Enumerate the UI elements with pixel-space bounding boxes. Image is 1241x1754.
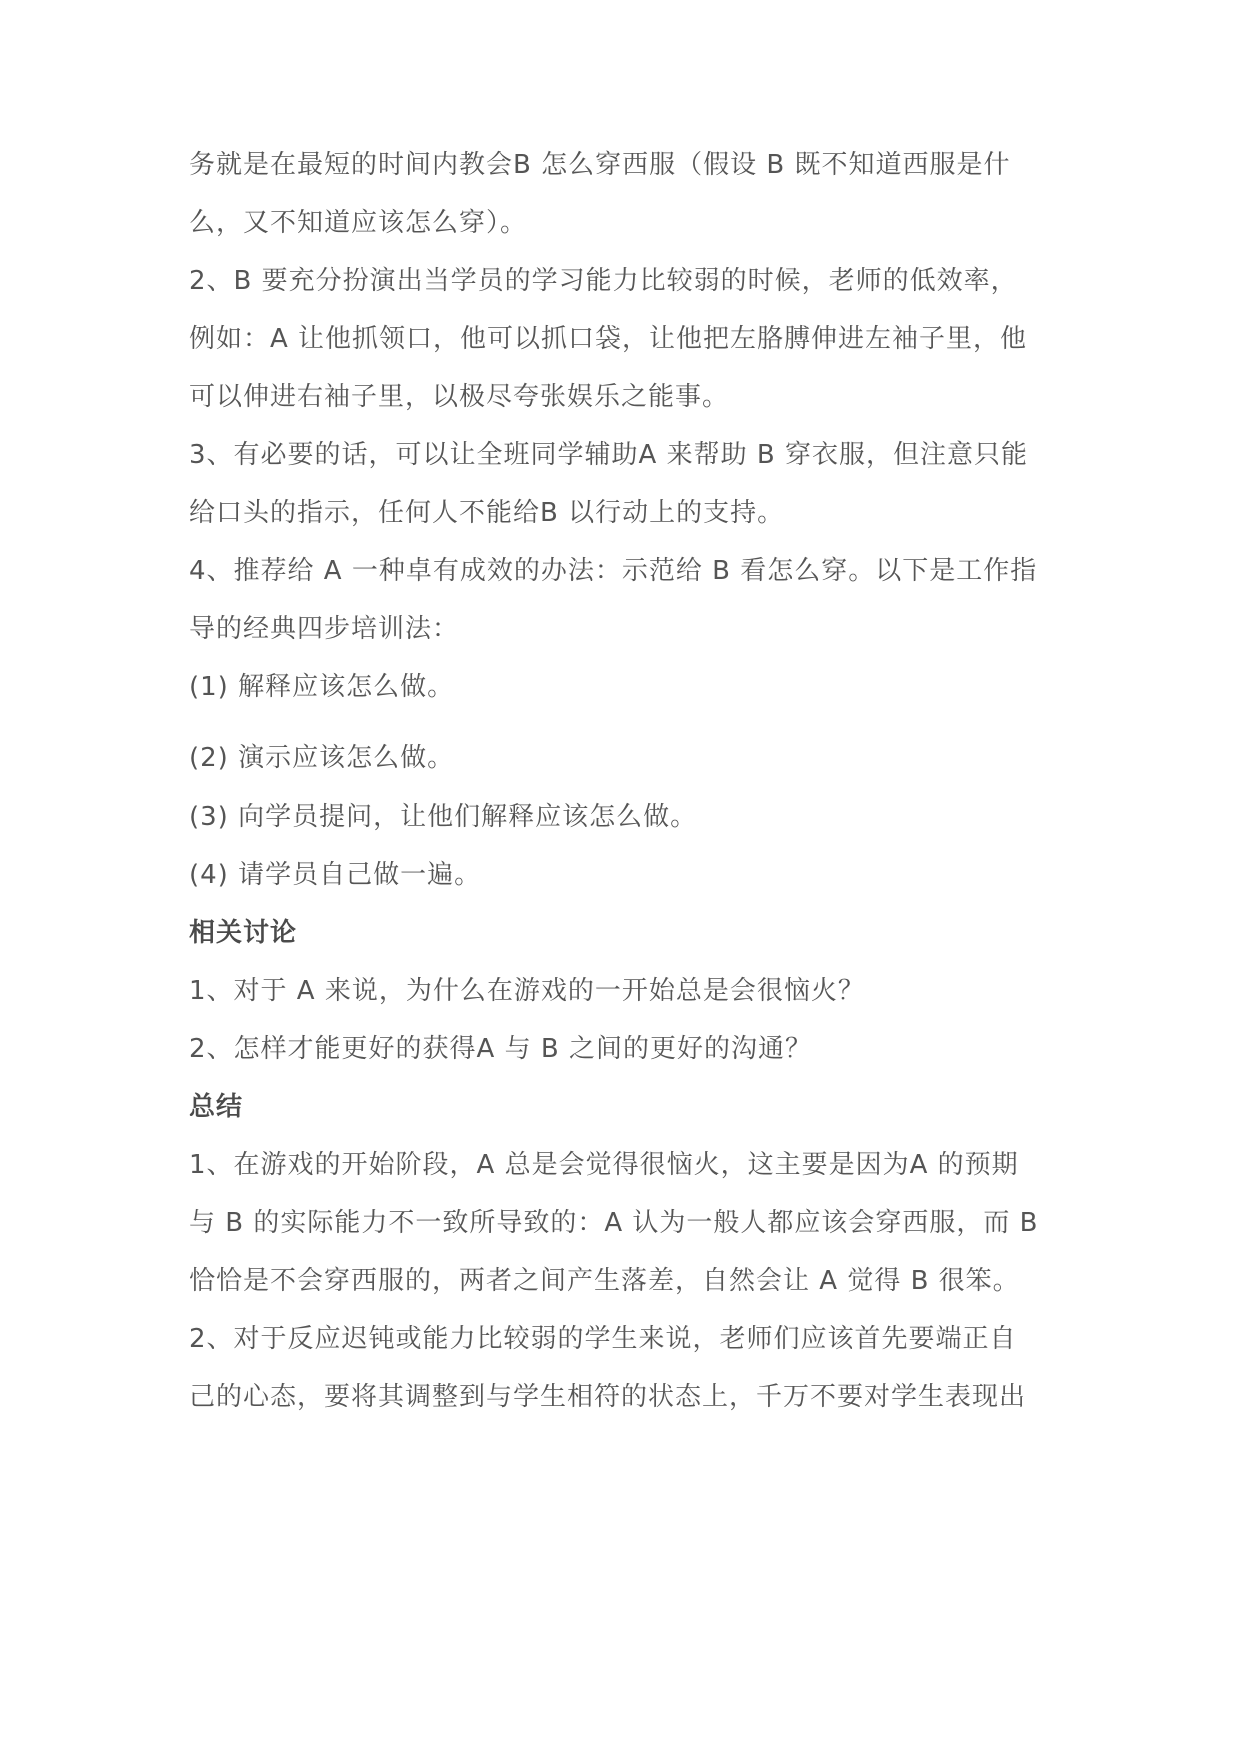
paragraph-line: 1、在游戏的开始阶段，A 总是会觉得很恼火，这主要是因为A 的预期: [189, 1150, 1019, 1180]
paragraph-line: 3、有必要的话，可以让全班同学辅助A 来帮助 B 穿衣服，但注意只能: [189, 440, 1028, 470]
paragraph-line: 可以伸进右袖子里，以极尽夸张娱乐之能事。: [189, 382, 730, 412]
paragraph-line: 例如：A 让他抓领口，他可以抓口袋，让他把左胳膊伸进左袖子里，他: [189, 324, 1028, 354]
paragraph-line: 恰恰是不会穿西服的，两者之间产生落差，自然会让 A 觉得 B 很笨。: [189, 1266, 1020, 1296]
section-heading-discussion: 相关讨论: [189, 918, 298, 948]
list-item: (3) 向学员提问，让他们解释应该怎么做。: [189, 802, 698, 832]
paragraph-line: 1、对于 A 来说，为什么在游戏的一开始总是会很恼火？: [189, 976, 865, 1006]
paragraph-line: 己的心态，要将其调整到与学生相符的状态上，千万不要对学生表现出: [189, 1382, 1027, 1412]
paragraph-line: 4、推荐给 A 一种卓有成效的办法：示范给 B 看怎么穿。以下是工作指: [189, 556, 1038, 586]
list-item: (1) 解释应该怎么做。: [189, 672, 455, 702]
list-item: (4) 请学员自己做一遍。: [189, 860, 482, 890]
paragraph-line: 与 B 的实际能力不一致所导致的：A 认为一般人都应该会穿西服，而 B: [189, 1208, 1039, 1238]
section-heading-summary: 总结: [189, 1092, 244, 1122]
paragraph-line: 2、怎样才能更好的获得A 与 B 之间的更好的沟通？: [189, 1034, 812, 1064]
paragraph-line: 给口头的指示，任何人不能给B 以行动上的支持。: [189, 498, 785, 528]
paragraph-line: 2、对于反应迟钝或能力比较弱的学生来说，老师们应该首先要端正自: [189, 1324, 1017, 1354]
list-item: (2) 演示应该怎么做。: [189, 743, 455, 773]
paragraph-line: 2、B 要充分扮演出当学员的学习能力比较弱的时候，老师的低效率，: [189, 266, 1018, 296]
paragraph-line: 导的经典四步培训法：: [189, 614, 460, 644]
paragraph-line: 么，又不知道应该怎么穿）。: [189, 208, 528, 238]
paragraph-line: 务就是在最短的时间内教会B 怎么穿西服（假设 B 既不知道西服是什: [189, 150, 1011, 180]
